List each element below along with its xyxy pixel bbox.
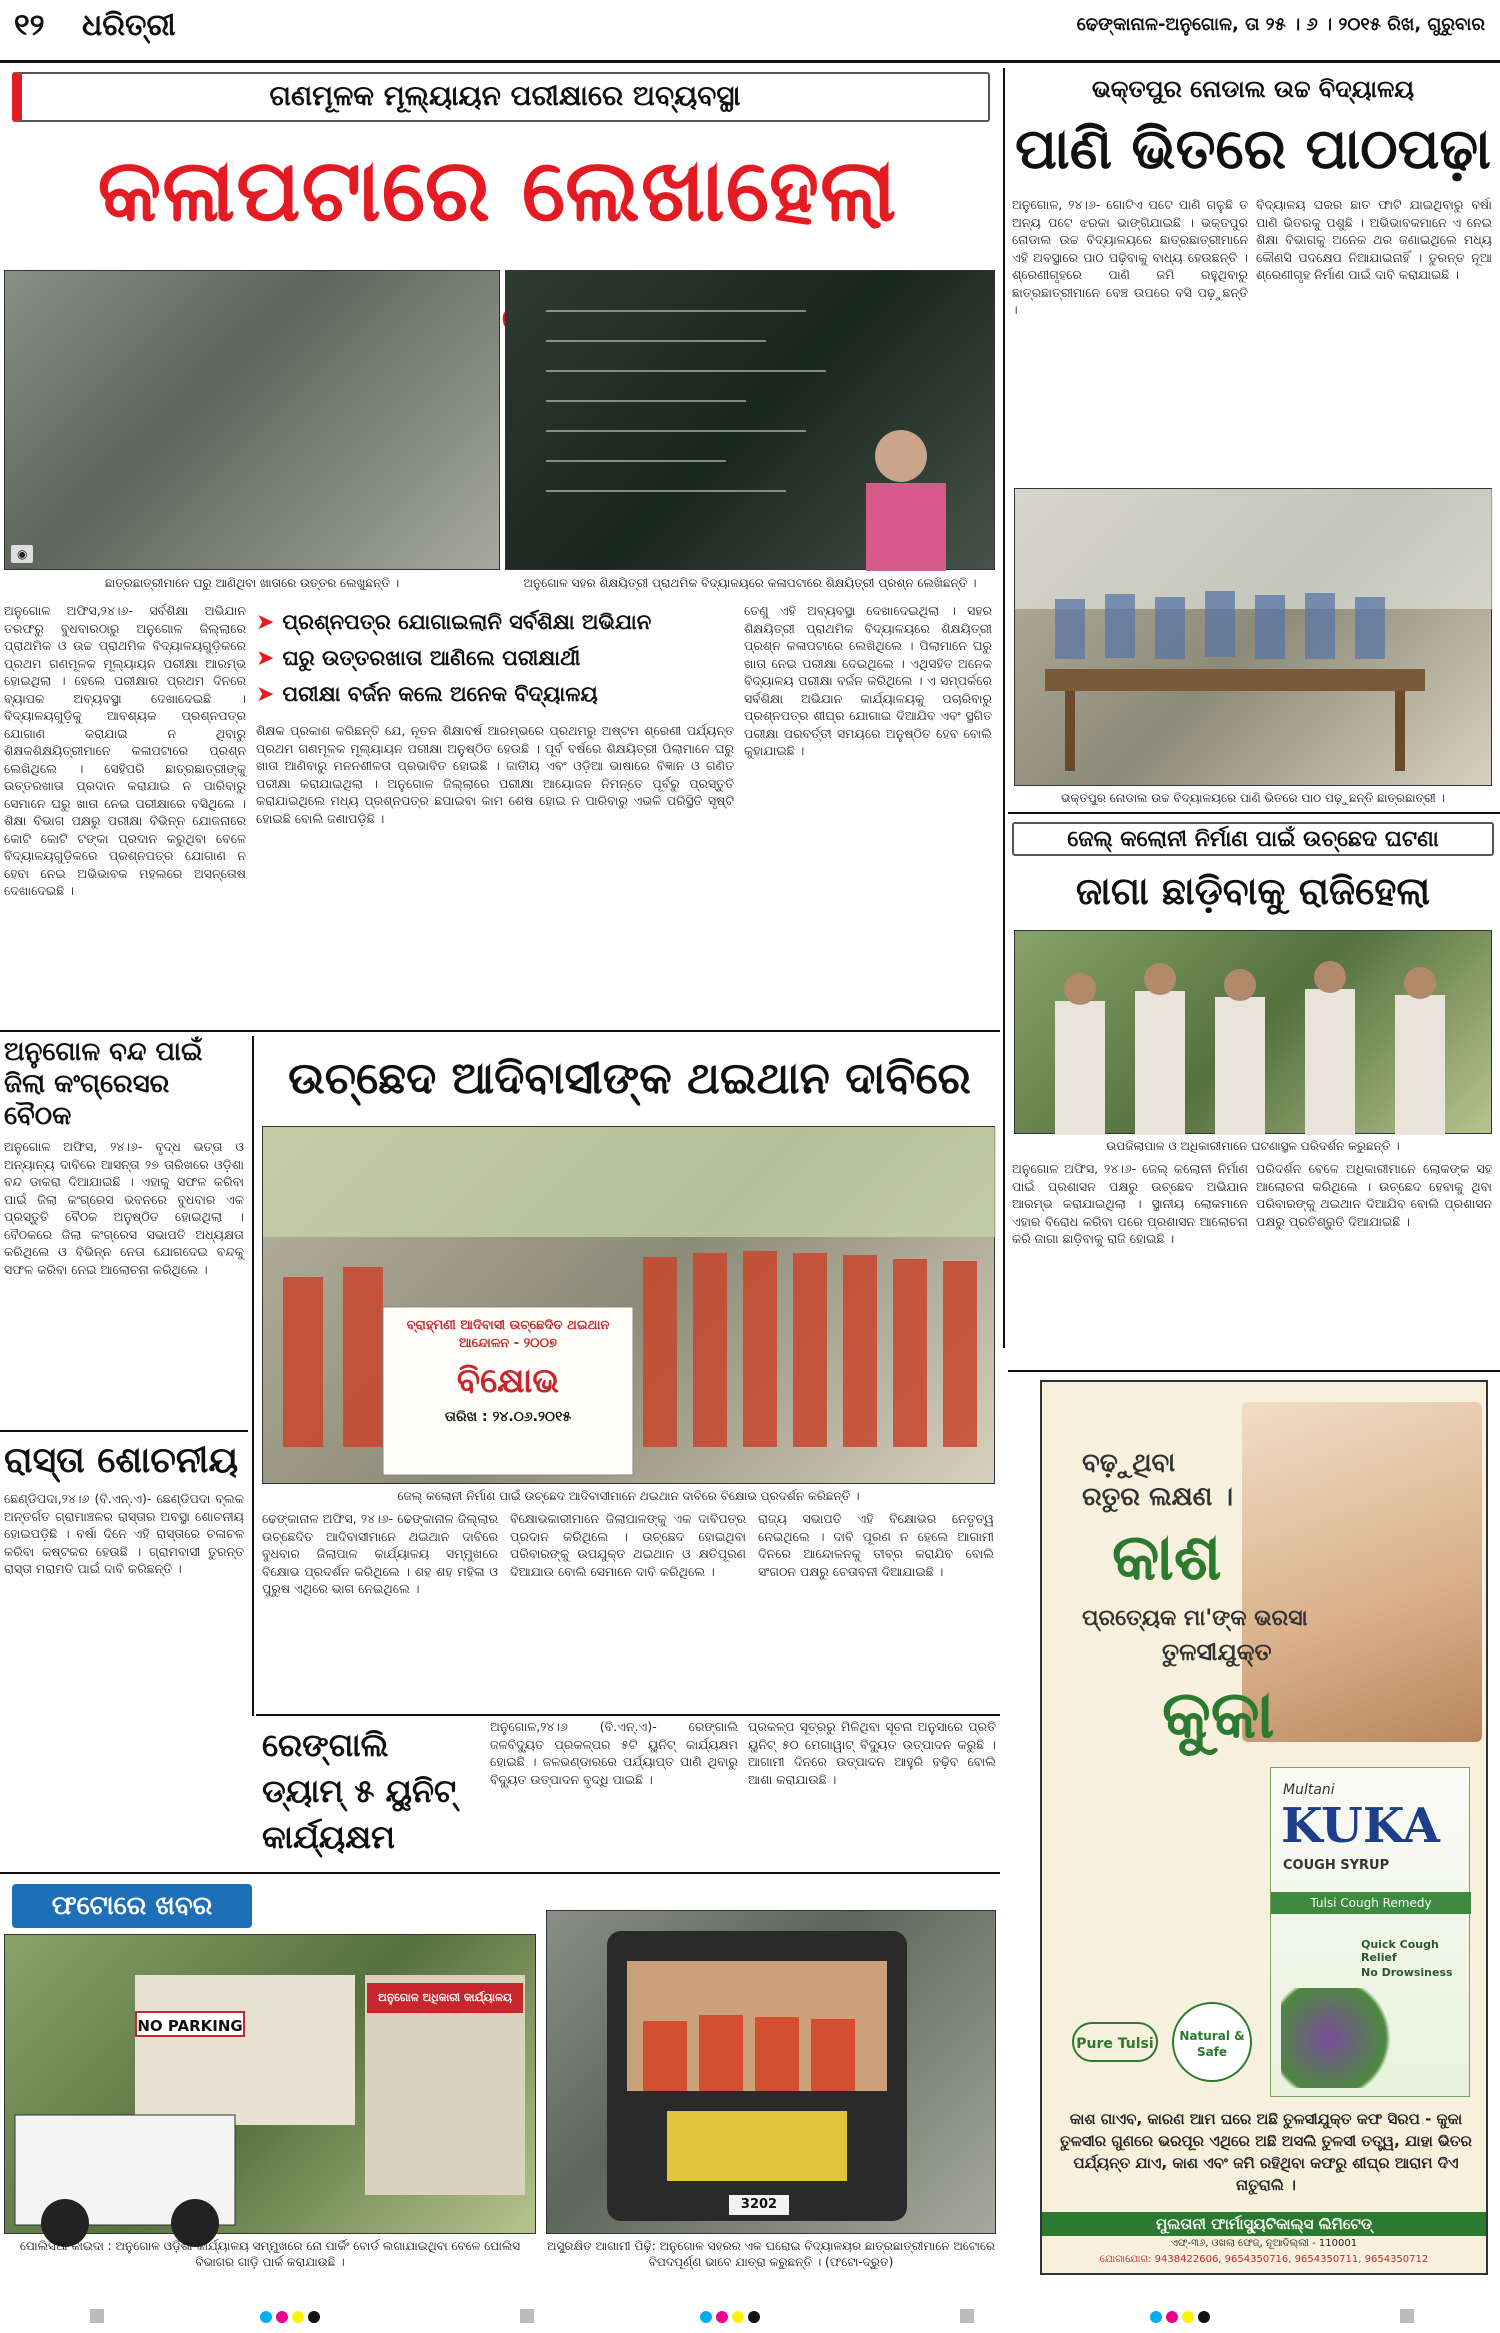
office-sign: ଅନୁଗୋଳ ଅଧିକାରୀ କାର୍ଯ୍ୟାଳୟ (367, 1983, 523, 2013)
protest-banner-date: ତାରିଖ : ୨୪.୦୬.୨୦୧୫ (444, 1409, 572, 1425)
dam-col2: ପ୍ରକଳ୍ପ ସୂତ୍ରରୁ ମିଳିଥିବା ସୂଚନା ଅନୁସାରେ ପ୍ରତି ୟୁନିଟ୍ ୫୦ ମେଗାୱାଟ୍ ବିଦ୍ୟୁତ ଉତ୍ପାଦନ କରୁଛି । ଆଗାମୀ ଦିନରେ ଉତ୍ପାଦନ ଆହୁରି ବଢ଼ିବ ବୋଲି ଆଶା କରାଯାଉଛି । (748, 1719, 996, 1787)
masthead: ଧରିତ୍ରୀ (82, 8, 176, 43)
congress-headline: ଅନୁଗୋଳ ବନ୍ଦ ପାଇଁ ଜିଲା କଂଗ୍ରେସର ବୈଠକ (4, 1037, 203, 1131)
section-rule (1008, 1370, 1500, 1372)
reg-square (1400, 2308, 1414, 2327)
ad-badge-pure-tulsi: Pure Tulsi (1072, 2022, 1158, 2062)
section-rule (0, 1030, 1000, 1032)
auto-plate: 3202 (729, 2195, 789, 2215)
ad-line1: ବଢ଼ୁଥିବା (1082, 1448, 1176, 1478)
arrow-icon: ➤ (256, 681, 275, 707)
ad-contacts: ଯୋଗାଯୋଗ: 9438422606, 9654350716, 9654350711, 9654350712 (1099, 2254, 1429, 2265)
ad-tag2: Quick Cough Relief (1361, 1938, 1439, 1964)
section-rule (0, 1430, 248, 1432)
road-body: ଛେଣ୍ଡିପଦା,୨୪।୬ (ବି.ଏନ୍.ଏ)- ଛେଣ୍ଡିପଦା ବ୍ଲକ ଅନ୍ତର୍ଗତ ଗ୍ରାମାଞ୍ଚଳର ରାସ୍ତାର ଅବସ୍ଥା ଶୋଚନୀୟ ହୋଇପଡ଼ିଛି । ବର୍ଷା ଦିନେ ଏହି ରାସ୍ତାରେ ଚଳାଚଳ କରିବା କଷ୍ଟକର ହେଉଛି । ଗ୍ରାମବାସୀ ତୁରନ୍ତ ରାସ୍ତା ମରାମତି ପାଇଁ ଦାବି କରିଛନ୍ତି । (4, 1491, 244, 1576)
lead-bullet-2 (256, 640, 734, 676)
column-rule (1003, 68, 1005, 1348)
ad-product-type: COUGH SYRUP (1283, 1858, 1390, 1873)
section-rule (0, 1872, 1000, 1874)
protest-col3: ରାଜ୍ୟ ସଭାପତି ଏହି ବିକ୍ଷୋଭର ନେତୃତ୍ୱ ନେଇଥିଲେ । ଦାବି ପୂରଣ ନ ହେଲେ ଆଗାମୀ ଦିନରେ ଆନ୍ଦୋଳନକୁ ତୀବ୍ର କରାଯିବ ବୋଲି ସଂଗଠନ ପକ୍ଷରୁ ଚେତାବନୀ ଦିଆଯାଇଛି । (758, 1511, 994, 1579)
right-headline: ପାଣି ଭିତରେ ପାଠପଢ଼ା (1015, 116, 1491, 182)
jail-body-right: ପରିଦର୍ଶନ ବେଳେ ଅଧିକାରୀମାନେ ଲୋକଙ୍କ ସହ ଆଲୋଚନା କରିଥିଲେ । ଉଚ୍ଛେଦ ହେବାକୁ ଥିବା ପରିବାରଙ୍କୁ ଥଇଥାନ ଦିଆଯିବ ବୋଲି ପ୍ରଶାସନ ପକ୍ଷରୁ ପ୍ରତିଶ୍ରୁତି ଦିଆଯାଇଛି । (1256, 1161, 1492, 1229)
section-rule (1008, 812, 1500, 814)
officials-sketch (1015, 931, 1493, 1135)
right-kicker: ଭକ୍ତପୁର ନୋଡାଲ ଉଚ୍ଚ ବିଦ୍ୟାଳୟ (1091, 75, 1415, 103)
lead-bullet-3 (256, 676, 734, 712)
arrow-icon: ➤ (256, 645, 275, 671)
auto-sketch (547, 1911, 997, 2235)
dam-headline: ରେଙ୍ଗାଲି ଡ୍ୟାମ୍ ୫ ୟୁନିଟ୍ କାର୍ଯ୍ୟକ୍ଷମ (262, 1726, 457, 1856)
lead-bullet-text: ଘରୁ ଉତ୍ତରଖାତା ଆଣିଲେ ପରୀକ୍ଷାର୍ଥୀ (282, 645, 581, 670)
right-body-right: ବିଦ୍ୟାଳୟ ଘରର ଛାତ ଫାଟି ଯାଇଥିବାରୁ ବର୍ଷା ପାଣି ଭିତରକୁ ପଶୁଛି । ଅଭିଭାବକମାନେ ଏ ନେଇ ଶିକ୍ଷା ବିଭାଗକୁ ଅନେକ ଥର ଜଣାଇଥିଲେ ମଧ୍ୟ କୌଣସି ପଦକ୍ଷେପ ନିଆଯାଇନାହିଁ । ତୁରନ୍ତ ନୂଆ ଶ୍ରେଣୀଗୃହ ନିର୍ମାଣ ପାଇଁ ଦାବି କରାଯାଇଛି । (1256, 197, 1492, 282)
ad-badge-natural: Natural & Safe (1172, 2002, 1252, 2082)
jail-photo-caption: ଉପଜିଲାପାଳ ଓ ଅଧିକାରୀମାନେ ଘଟଣାସ୍ଥଳ ପରିଦର୍ଶନ କରୁଛନ୍ତି । (1106, 1139, 1400, 1153)
lead-headline: କଳାପଟାରେ ଲେଖାହେଲା (97, 140, 898, 241)
lead-photo2-caption: ଅନୁଗୋଳ ସହର ଶିକ୍ଷୟିତ୍ରୀ ପ୍ରାଥମିକ ବିଦ୍ୟାଳୟରେ କଳାପଟାରେ ଶିକ୍ଷୟିତ୍ରୀ ପ୍ରଶ୍ନ ଲେଖିଛନ୍ତି । (523, 576, 977, 590)
blackboard-lines (506, 271, 996, 571)
ad-brand-name: KUKA (1281, 1798, 1440, 1854)
reg-square (520, 2308, 534, 2327)
page-number: ୧୨ (14, 8, 45, 43)
section-rule (256, 1714, 1000, 1716)
ad-company: ମୁଲତାନୀ ଫାର୍ମାସ୍ୟୁଟିକାଲ୍ସ ଲିମିଟେଡ୍ (1042, 2212, 1486, 2236)
reg-dots (700, 2308, 764, 2327)
police-car-sketch (5, 1935, 537, 2235)
lead-bullet-text: ପ୍ରଶ୍ନପତ୍ର ଯୋଗାଇଲାନି ସର୍ବଶିକ୍ଷା ଅଭିଯାନ (282, 609, 652, 634)
kuka-ad (1040, 1380, 1488, 2275)
ad-tag1: Tulsi Cough Remedy (1271, 1892, 1471, 1914)
lead-kicker: ଗଣମୂଳକ ମୂଲ୍ୟାୟନ ପରୀକ୍ଷାରେ ଅବ୍ୟବସ୍ଥା (12, 72, 990, 122)
ad-tag3: No Drowsiness (1361, 1966, 1453, 1979)
protest-headline: ଉଚ୍ଛେଦ ଆଦିବାସୀଙ୍କ ଥଇଥାନ ଦାବିରେ (288, 1053, 971, 1104)
column-rule (252, 1036, 254, 1716)
page-header (0, 0, 1500, 58)
ad-big2: କୁକା (1162, 1676, 1275, 1753)
ad-address: ଏଫ୍-୩୬, ଓଖଲା ଫେଜ୍, ନୂଆଦିଲ୍ଲୀ - 110001 (1170, 2238, 1358, 2249)
lead-photo-blackboard (505, 270, 995, 570)
protest-col2: ବିକ୍ଷୋଭକାରୀମାନେ ଜିଲାପାଳଙ୍କୁ ଏକ ଦାବିପତ୍ର ପ୍ରଦାନ କରିଥିଲେ । ଉଚ୍ଛେଦ ହୋଇଥିବା ପରିବାରଙ୍କୁ ଉପଯୁକ୍ତ ଥଇଥାନ ଓ କ୍ଷତିପୂରଣ ଦିଆଯାଉ ବୋଲି ସେମାନେ ଦାବି କରିଥିଲେ । (510, 1511, 746, 1579)
right-body-left: ଅନୁଗୋଳ, ୨୪।୬- ଗୋଟିଏ ପଟେ ପାଣି ଗଳୁଛି ତ ଅନ୍ୟ ପଟେ ଝରକା ଭାଙ୍ଗିଯାଇଛି । ଭକ୍ତପୁର ନୋଡାଲ ଉଚ୍ଚ ବିଦ୍ୟାଳୟରେ ଛାତ୍ରଛାତ୍ରୀମାନେ ଏହି ଅବସ୍ଥାରେ ପାଠ ପଢ଼ିବାକୁ ବାଧ୍ୟ ହେଉଛନ୍ତି । ଶ୍ରେଣୀଗୃହରେ ପାଣି ଜମି ରହୁଥିବାରୁ ଛାତ୍ରଛାତ୍ରୀମାନେ ବେଞ୍ଚ ଉପରେ ବସି ପଢ଼ୁଛନ୍ତି । (1012, 197, 1248, 317)
ad-tulsi-leaves (1281, 1988, 1401, 2088)
protest-banner (387, 1311, 629, 1471)
lead-photo1-caption: ଛାତ୍ରଛାତ୍ରୀମାନେ ଘରୁ ଆଣିଥିବା ଖାତାରେ ଉତ୍ତର ଲେଖୁଛନ୍ତି । (104, 576, 400, 590)
protest-banner-line2: ବିକ୍ଷୋଭ (456, 1361, 560, 1401)
photo-news-caption1: ପୋଲିସିଆ କାଇଦା : ଅନୁଗୋଳ ଓଡ଼ିଶା କାର୍ଯ୍ୟାଳୟ ସମ୍ମୁଖରେ ନୋ ପାର୍କିଂ ବୋର୍ଡ ଲଗାଯାଇଥିବା ବେଳେ ପୋଲିସ ବିଭାଗର ଗାଡ଼ି ପାର୍କ କରାଯାଉଛି । (19, 2239, 521, 2269)
photo-placeholder-label: ◉ (11, 545, 33, 563)
protest-photo-caption: ଜେଲ୍ କଲୋନୀ ନିର୍ମାଣ ପାଇଁ ଉଚ୍ଛେଦ ଆଦିବାସୀମାନେ ଥଇଥାନ ଦାବିରେ ବିକ୍ଷୋଭ ପ୍ରଦର୍ଶନ କରିଛନ୍ତି । (397, 1489, 860, 1503)
jail-body-left: ଅନୁଗୋଳ ଅଫିସ, ୨୪।୬- ଜେଲ୍ କଲୋନୀ ନିର୍ମାଣ ପାଇଁ ପ୍ରଶାସନ ପକ୍ଷରୁ ଉଚ୍ଛେଦ ଅଭିଯାନ ଆରମ୍ଭ କରାଯାଇଥିଲା । ସ୍ଥାନୀୟ ଲୋକମାନେ ଏହାର ବିରୋଧ କରିବା ପରେ ପ୍ରଶାସନ ଆଲୋଚନା କରି ଜାଗା ଛାଡ଼ିବାକୁ ରାଜି ହୋଇଛି । (1012, 1161, 1248, 1246)
ad-brand-prefix: Multani (1283, 1782, 1335, 1798)
dam-col1: ଅନୁଗୋଳ,୨୪।୬ (ବି.ଏନ୍.ଏ)- ରେଙ୍ଗାଲି ଜଳବିଦ୍ୟୁତ ପ୍ରକଳ୍ପର ୫ଟି ୟୁନିଟ୍ କାର୍ଯ୍ୟକ୍ଷମ ହୋଇଛି । ଜଳଭଣ୍ଡାରରେ ପର୍ଯ୍ୟାପ୍ତ ପାଣି ଥିବାରୁ ବିଦ୍ୟୁତ ଉତ୍ପାଦନ ବୃଦ୍ଧି ପାଇଛି । (490, 1719, 738, 1787)
reg-square (90, 2308, 104, 2327)
protest-sketch (263, 1127, 996, 1485)
print-registration-marks (0, 2300, 1500, 2330)
jail-kicker: ଜେଲ୍ କଲୋନୀ ନିର୍ମାଣ ପାଇଁ ଉଚ୍ଛେଦ ଘଟଣା (1012, 822, 1494, 856)
ad-product-box (1270, 1767, 1470, 2097)
ad-line3: ପ୍ରତ୍ୟେକ ମା'ଙ୍କ ଭରସା (1082, 1606, 1308, 1631)
lead-photo-students (4, 270, 500, 570)
lead-col2: ଶିକ୍ଷକ ପ୍ରକାଶ କରିଛନ୍ତି ଯେ, ନୂତନ ଶିକ୍ଷାବର୍ଷ ଆରମ୍ଭରେ ପ୍ରଥମରୁ ଅଷ୍ଟମ ଶ୍ରେଣୀ ପର୍ଯ୍ୟନ୍ତ ପ୍ରଥମ ଗଣମୂଳକ ମୂଲ୍ୟାୟନ ପରୀକ୍ଷା ଅନୁଷ୍ଠିତ ହେଉଛି । ପୂର୍ବ ବର୍ଷରେ ଶିକ୍ଷୟିତ୍ରୀ ପିଲାମାନେ ଘରୁ ଖାତା ଆଣିବାରୁ ମନନଶୀଳତା ପ୍ରଭାବିତ ହୋଇଛି । ଜାତିୀୟ ଏବଂ ଓଡ଼ିଆ ଭାଷାରେ ବିଜ୍ଞାନ ଓ ଗଣିତ ପରୀକ୍ଷା କରାଯାଇଥିଲା । ଅନୁଗୋଳ ଜିଲ୍ଲାରେ ପରୀକ୍ଷା ଆୟୋଜନ ନିମନ୍ତେ ପୂର୍ବରୁ ପ୍ରସ୍ତୁତି କରାଯାଇଥିଲେ ମଧ୍ୟ ପ୍ରଶ୍ନପତ୍ର ଛପାଇବା କାମ ଶେଷ ହୋଇ ନ ପାରିବାରୁ ଏଭଳି ପରିସ୍ଥିତି ସୃଷ୍ଟି ହୋଇଛି ବୋଲି ଜଣାପଡ଼ିଛି । (256, 723, 734, 826)
ad-big1: କାଶ (1112, 1521, 1222, 1595)
reg-dots (1150, 2308, 1214, 2327)
photo-news-caption2: ଅସୁରକ୍ଷିତ ଆଗାମୀ ପିଢ଼ି: ଅନୁଗୋଳ ସହରର ଏକ ଘରୋଇ ବିଦ୍ୟାଳୟର ଛାତ୍ରଛାତ୍ରୀମାନେ ଅଟୋରେ ବିପଦପୂର୍ଣ୍ଣ ଭାବେ ଯାତ୍ରା କରୁଛନ୍ତି । (ଫଟୋ-ଦ୍ରୁତ) (547, 2239, 995, 2269)
dateline: ଢେଙ୍କାନାଳ-ଅନୁଗୋଳ, ତା ୨୫ । ୬ । ୨୦୧୫ ରିଖ, ଗୁରୁବାର (1076, 14, 1485, 35)
photo-news-label: ଫଟୋରେ ଖବର (12, 1884, 252, 1928)
jail-headline: ଜାଗା ଛାଡ଼ିବାକୁ ରାଜିହେଲା (1075, 868, 1431, 913)
no-parking-sign: NO PARKING (135, 2011, 245, 2037)
ad-line2: ରତୁର ଲକ୍ଷଣ । (1082, 1482, 1234, 1512)
protest-photo (262, 1126, 995, 1484)
road-headline: ରାସ୍ତା ଶୋଚନୀୟ (4, 1439, 239, 1481)
protest-banner-line1: ବ୍ରାହ୍ମଣୀ ଆଦିବାସୀ ଉଚ୍ଛେଦିତ ଥଇଥାନ ଆନ୍ଦୋଳନ - ୨୦୦୭ (406, 1318, 610, 1351)
ad-bottom-text: କାଶ ଗାଏବ, କାରଣ ଆମ ଘରେ ଅଛି ତୁଳସୀଯୁକ୍ତ କଫ ସିରପ - କୁକା ତୁଳସୀର ଗୁଣରେ ଭରପୂର ଏଥିରେ ଅଛି ଅସଲି ତୁଳସୀ ତତ୍ତ୍ୱ, ଯାହା ଭିତର ପର୍ଯ୍ୟନ୍ତ ଯାଏ, କାଶ ଏବଂ ଜମି ରହିଥିବା କଫରୁ ଶୀଘ୍ର ଆରାମ ଦିଏ ନାତୁରାଲି । (1060, 2110, 1472, 2194)
lead-bullet-text: ପରୀକ୍ଷା ବର୍ଜନ କଲେ ଅନେକ ବିଦ୍ୟାଳୟ (282, 681, 598, 706)
jail-photo-officials (1014, 930, 1492, 1134)
lead-col3: ତେଣୁ ଏହି ଅବ୍ୟବସ୍ଥା ଦେଖାଦେଇଥିଲା । ସହର ଶିକ୍ଷୟିତ୍ରୀ ପ୍ରାଥମିକ ବିଦ୍ୟାଳୟରେ ଶିକ୍ଷୟିତ୍ରୀ ପ୍ରଶ୍ନ କଳାପଟାରେ ଲେଖିଥିଲେ । ପିଲାମାନେ ଘରୁ ଖାତା ନେଇ ପରୀକ୍ଷା ଦେଇଥିଲେ । ଏଥିସହିତ ଅନେକ ବିଦ୍ୟାଳୟ ପରୀକ୍ଷା ବର୍ଜନ କରିଥିଲେ । ଏ ସମ୍ପର୍କରେ ସର୍ବଶିକ୍ଷା ଅଭିଯାନ କାର୍ଯ୍ୟାଳୟକୁ ପଚାରିବାରୁ ପ୍ରଶ୍ନପତ୍ର ଶୀଘ୍ର ଯୋଗାଇ ଦିଆଯିବ ଏବଂ ସ୍ଥଗିତ ପରୀକ୍ଷା ପରବର୍ତ୍ତୀ ସମୟରେ ଅନୁଷ୍ଠିତ ହେବ ବୋଲି କୁହାଯାଇଛି । (744, 603, 992, 758)
header-rule (0, 60, 1500, 63)
reg-dots (260, 2308, 324, 2327)
lead-bullet-1 (256, 604, 734, 640)
right-photo-caption: ଭକ୍ତପୁର ନୋଡାଲ ଉଚ୍ଚ ବିଦ୍ୟାଳୟରେ ପାଣି ଭିତରେ ପାଠ ପଢ଼ୁଛନ୍ତି ଛାତ୍ରଛାତ୍ରୀ । (1061, 791, 1445, 805)
congress-body: ଅନୁଗୋଳ ଅଫିସ, ୨୪।୬- ବୃଦ୍ଧ ଭତ୍ତା ଓ ଅନ୍ୟାନ୍ୟ ଦାବିରେ ଆସନ୍ତା ୨୭ ତାରିଖରେ ଓଡ଼ିଶା ବନ୍ଦ ଡାକରା ଦିଆଯାଇଛି । ଏହାକୁ ସଫଳ କରିବା ପାଇଁ ଜିଲା କଂଗ୍ରେସ ଭବନରେ ବୁଧବାର ଏକ ପ୍ରସ୍ତୁତି ବୈଠକ ଅନୁଷ୍ଠିତ ହୋଇଥିଲା । ବୈଠକରେ ଜିଲା କଂଗ୍ରେସ ସଭାପତି ଅଧ୍ୟକ୍ଷତା କରିଥିଲେ ଓ ବିଭିନ୍ନ ନେତା ଯୋଗଦେଇ ବନ୍ଦକୁ ସଫଳ କରିବା ନେଇ ଆଲୋଚନା କରିଥିଲେ । (4, 1139, 244, 1277)
right-photo-classroom (1014, 488, 1492, 786)
protest-col1: ଢେଙ୍କାନାଳ ଅଫିସ, ୨୪।୬- ଢେଙ୍କାନାଳ ଜିଲ୍ଲାର ଉଚ୍ଛେଦିତ ଆଦିବାସୀମାନେ ଥଇଥାନ ଦାବିରେ ବୁଧବାର ଜିଲାପାଳ କାର୍ଯ୍ୟାଳୟ ସମ୍ମୁଖରେ ବିକ୍ଷୋଭ ପ୍ରଦର୍ଶନ କରିଥିଲେ । ଶହ ଶହ ମହିଳା ଓ ପୁରୁଷ ଏଥିରେ ଭାଗ ନେଇଥିଲେ । (262, 1511, 498, 1596)
reg-square (960, 2308, 974, 2327)
lead-col1: ଅନୁଗୋଳ ଅଫିସ,୨୪।୬- ସର୍ବଶିକ୍ଷା ଅଭିଯାନ ତରଫରୁ ବୁଧବାରଠାରୁ ଅନୁଗୋଳ ଜିଲ୍ଲାରେ ପ୍ରାଥମିକ ଓ ଉଚ୍ଚ ପ୍ରାଥମିକ ବିଦ୍ୟାଳୟଗୁଡ଼ିକରେ ପ୍ରଥମ ଗଣମୂଳକ ମୂଲ୍ୟାୟନ ପରୀକ୍ଷା ଆରମ୍ଭ ହୋଇଥିଲା । ହେଲେ ପରୀକ୍ଷାର ପ୍ରଥମ ଦିନରେ ବ୍ୟାପକ ଅବ୍ୟବସ୍ଥା ଦେଖାଦେଇଛି । ବିଦ୍ୟାଳୟଗୁଡ଼ିକୁ ଆବଶ୍ୟକ ପ୍ରଶ୍ନପତ୍ର ଯୋଗାଣ କରାଯାଇ ନ ଥିବାରୁ ଶିକ୍ଷକଶିକ୍ଷୟିତ୍ରୀମାନେ କଳାପଟାରେ ପ୍ରଶ୍ନ ଲେଖିଥିଲେ । ସେହିପରି ଛାତ୍ରଛାତ୍ରୀଙ୍କୁ ଉତ୍ତରଖାତା ପ୍ରଦାନ କରାଯାଇ ନ ପାରିବାରୁ ସେମାନେ ଘରୁ ଖାତା ନେଇ ପରୀକ୍ଷାରେ ବସିଥିଲେ । ଶିକ୍ଷା ବିଭାଗ ପକ୍ଷରୁ ପରୀକ୍ଷା ବିଭିନ୍ନ ଯୋଜନାରେ କୋଟି କୋଟି ଟଙ୍କା ପ୍ରଦାନ କରୁଥିବା ବେଳେ ବିଦ୍ୟାଳୟଗୁଡ଼ିକରେ ପ୍ରଶ୍ନପତ୍ର ଯୋଗାଣ ନ ହେବା ନେଇ ଅଭିଭାବକ ମହଲରେ ଅସନ୍ତୋଷ ଦେଖାଦେଇଛି । (4, 603, 246, 898)
ad-line4: ତୁଳସୀଯୁକ୍ତ (1162, 1638, 1272, 1666)
photo-news-police (4, 1934, 536, 2234)
arrow-icon: ➤ (256, 609, 275, 635)
classroom-sketch (1015, 489, 1493, 787)
lead-bullets (256, 604, 734, 716)
photo-news-auto (546, 1910, 996, 2234)
